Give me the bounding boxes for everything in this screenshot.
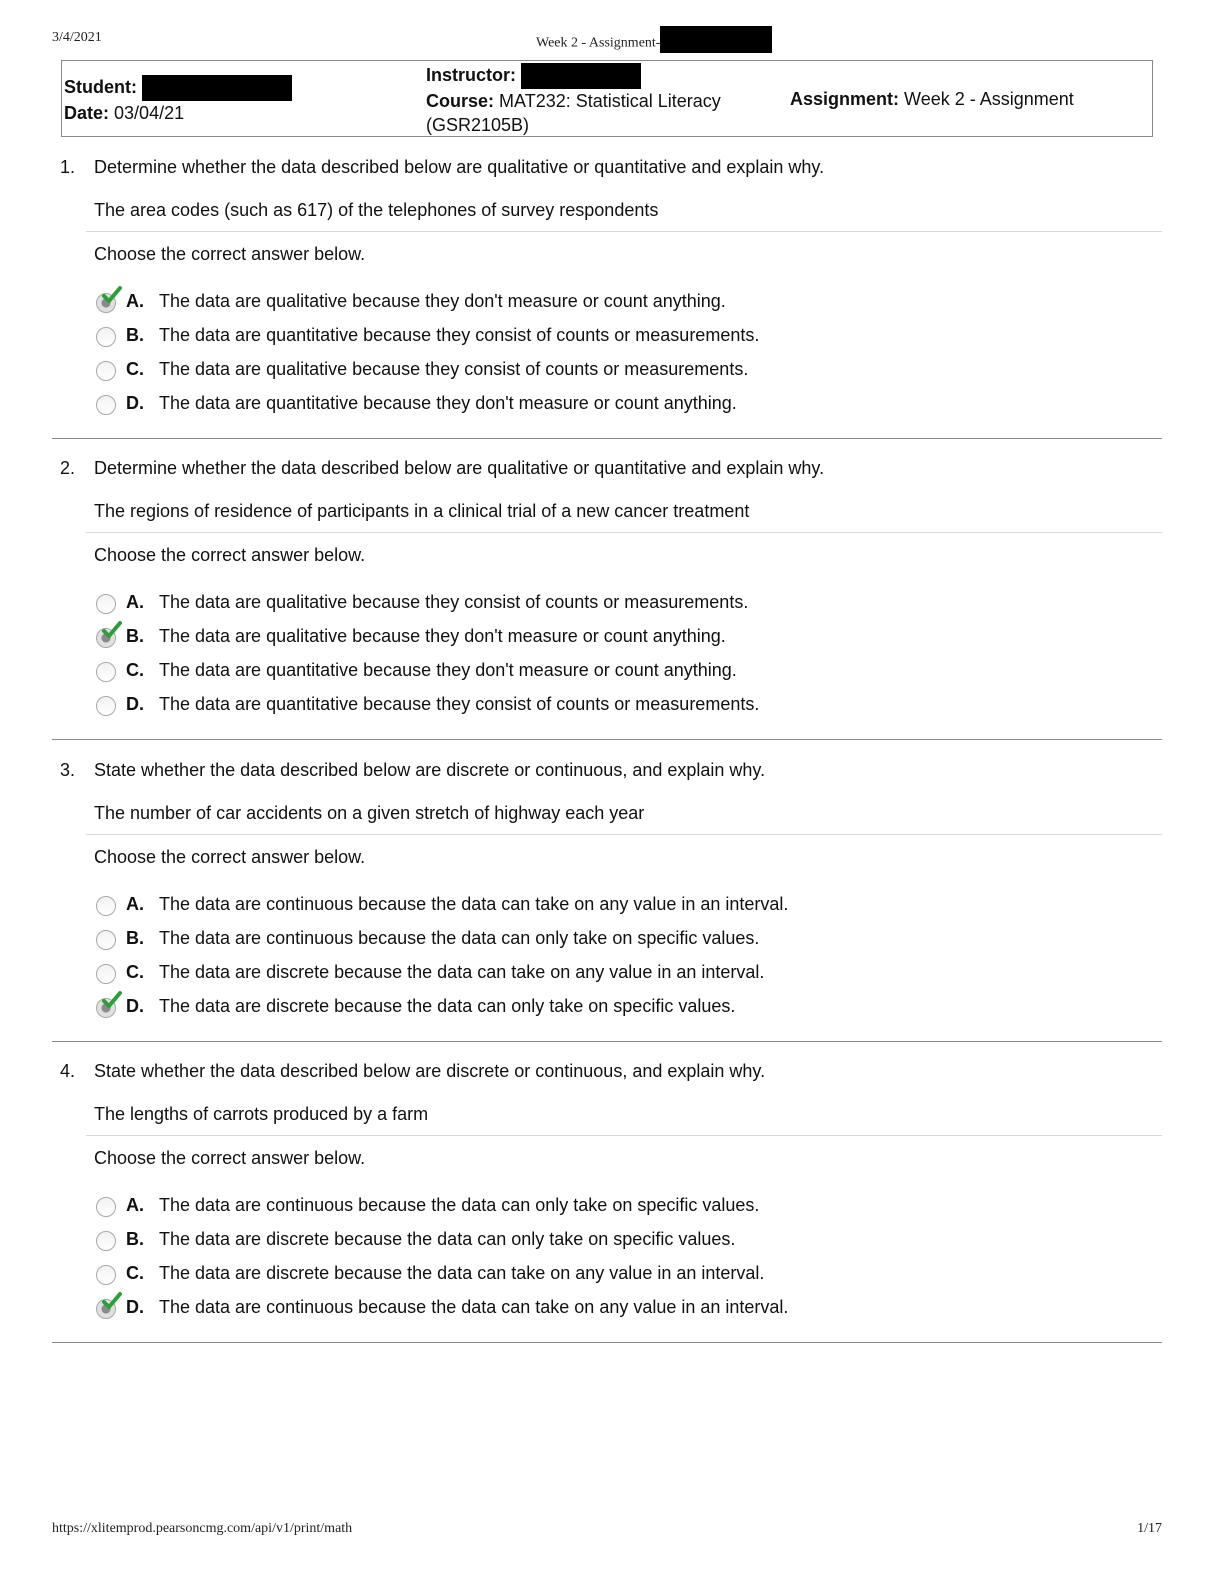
correct-check-icon bbox=[102, 1292, 122, 1310]
redacted-block bbox=[660, 26, 772, 53]
print-url: https://xlitemprod.pearsoncmg.com/api/v1/print/math bbox=[52, 1521, 353, 1536]
choose-instruction: Choose the correct answer below. bbox=[94, 1148, 366, 1168]
question-prompt: Determine whether the data described below are qualitative or quantitative and explain why. bbox=[94, 458, 825, 478]
date-label: Date: bbox=[64, 103, 110, 124]
question-number: 3. bbox=[60, 760, 76, 780]
question-prompt: State whether the data described below are discrete or continuous, and explain why. bbox=[94, 1061, 766, 1081]
course-info bbox=[426, 63, 721, 137]
option-text: The data are discrete because the data can take on any value in an interval. bbox=[159, 1263, 765, 1283]
question-data-description: The area codes (such as 617) of the telephones of survey respondents bbox=[94, 200, 659, 220]
radio-button[interactable] bbox=[96, 662, 116, 682]
question-divider bbox=[86, 834, 1162, 835]
option-text: The data are continuous because the data can only take on specific values. bbox=[159, 928, 760, 948]
question-number: 4. bbox=[60, 1061, 76, 1081]
radio-button[interactable] bbox=[96, 1265, 116, 1285]
correct-check-icon bbox=[102, 286, 122, 304]
correct-check-icon bbox=[102, 621, 122, 639]
option-letter: A. bbox=[126, 1195, 144, 1215]
radio-button[interactable] bbox=[96, 395, 116, 415]
course-label: Course: bbox=[426, 91, 495, 112]
option-text: The data are discrete because the data can take on any value in an interval. bbox=[159, 962, 765, 982]
option-text: The data are quantitative because they consist of counts or measurements. bbox=[159, 694, 760, 714]
option-letter: D. bbox=[126, 996, 144, 1016]
question-3 bbox=[52, 760, 1162, 1042]
choose-instruction: Choose the correct answer below. bbox=[94, 847, 366, 867]
student-label: Student: bbox=[64, 77, 137, 97]
question-data-description: The regions of residence of participants in a clinical trial of a new cancer treatment bbox=[94, 501, 750, 521]
question-prompt: State whether the data described below are discrete or continuous, and explain why. bbox=[94, 760, 766, 780]
option-text: The data are qualitative because they consist of counts or measurements. bbox=[159, 359, 749, 379]
question-divider bbox=[86, 231, 1162, 232]
redacted-instructor-name bbox=[521, 63, 641, 89]
option-text: The data are discrete because the data can only take on specific values. bbox=[159, 996, 736, 1016]
option-text: The data are qualitative because they don't measure or count anything. bbox=[159, 626, 726, 646]
option-letter: B. bbox=[126, 325, 144, 345]
question-1 bbox=[52, 157, 1162, 439]
option-letter: D. bbox=[126, 694, 144, 714]
radio-button[interactable] bbox=[96, 1231, 116, 1251]
assignment-value: Week 2 - Assignment bbox=[904, 89, 1074, 109]
course-value: MAT232: Statistical Literacy bbox=[499, 91, 721, 112]
radio-button[interactable] bbox=[96, 1197, 116, 1217]
print-title-text: Week 2 - Assignment- bbox=[536, 35, 661, 51]
radio-button[interactable] bbox=[96, 964, 116, 984]
radio-button[interactable] bbox=[96, 930, 116, 950]
question-prompt: Determine whether the data described below are qualitative or quantitative and explain why. bbox=[94, 157, 825, 177]
option-text: The data are continuous because the data can take on any value in an interval. bbox=[159, 1297, 789, 1317]
radio-button[interactable] bbox=[96, 361, 116, 381]
option-letter: C. bbox=[126, 359, 144, 379]
question-number: 2. bbox=[60, 458, 76, 478]
question-data-description: The lengths of carrots produced by a farm bbox=[94, 1104, 429, 1124]
question-data-description: The number of car accidents on a given stretch of highway each year bbox=[94, 803, 645, 823]
option-text: The data are continuous because the data can take on any value in an interval. bbox=[159, 894, 789, 914]
choose-instruction: Choose the correct answer below. bbox=[94, 244, 366, 264]
redacted-student-name bbox=[142, 75, 292, 101]
radio-button[interactable] bbox=[96, 896, 116, 916]
option-text: The data are quantitative because they consist of counts or measurements. bbox=[159, 325, 760, 345]
option-letter: C. bbox=[126, 1263, 144, 1283]
choose-instruction: Choose the correct answer below. bbox=[94, 545, 366, 565]
option-letter: B. bbox=[126, 626, 144, 646]
print-footer bbox=[52, 1521, 1172, 1541]
student-info bbox=[64, 75, 292, 125]
print-date: 3/4/2021 bbox=[52, 30, 102, 45]
assignment-info-box bbox=[61, 60, 1153, 137]
assignment-label: Assignment: bbox=[790, 89, 900, 109]
option-letter: A. bbox=[126, 291, 144, 311]
option-letter: A. bbox=[126, 894, 144, 914]
option-text: The data are continuous because the data can only take on specific values. bbox=[159, 1195, 760, 1215]
option-text: The data are qualitative because they consist of counts or measurements. bbox=[159, 592, 749, 612]
assignment-info bbox=[790, 87, 1074, 111]
instructor-label: Instructor: bbox=[426, 65, 516, 85]
print-title bbox=[536, 30, 772, 57]
question-4 bbox=[52, 1061, 1162, 1343]
radio-button[interactable] bbox=[96, 696, 116, 716]
option-text: The data are quantitative because they don't measure or count anything. bbox=[159, 393, 737, 413]
option-letter: B. bbox=[126, 928, 144, 948]
question-divider bbox=[86, 1135, 1162, 1136]
question-divider bbox=[86, 532, 1162, 533]
date-value: 03/04/21 bbox=[114, 103, 185, 124]
option-text: The data are quantitative because they don't measure or count anything. bbox=[159, 660, 737, 680]
option-text: The data are discrete because the data can only take on specific values. bbox=[159, 1229, 736, 1249]
course-code: (GSR2105B) bbox=[426, 115, 530, 136]
option-letter: D. bbox=[126, 393, 144, 413]
question-2 bbox=[52, 458, 1162, 740]
radio-button[interactable] bbox=[96, 594, 116, 614]
correct-check-icon bbox=[102, 991, 122, 1009]
option-letter: A. bbox=[126, 592, 144, 612]
print-header bbox=[52, 30, 1172, 50]
page-number: 1/17 bbox=[1137, 1521, 1162, 1536]
option-letter: C. bbox=[126, 962, 144, 982]
radio-button[interactable] bbox=[96, 327, 116, 347]
question-number: 1. bbox=[60, 157, 76, 177]
option-letter: C. bbox=[126, 660, 144, 680]
option-letter: B. bbox=[126, 1229, 144, 1249]
option-letter: D. bbox=[126, 1297, 144, 1317]
option-text: The data are qualitative because they don't measure or count anything. bbox=[159, 291, 726, 311]
